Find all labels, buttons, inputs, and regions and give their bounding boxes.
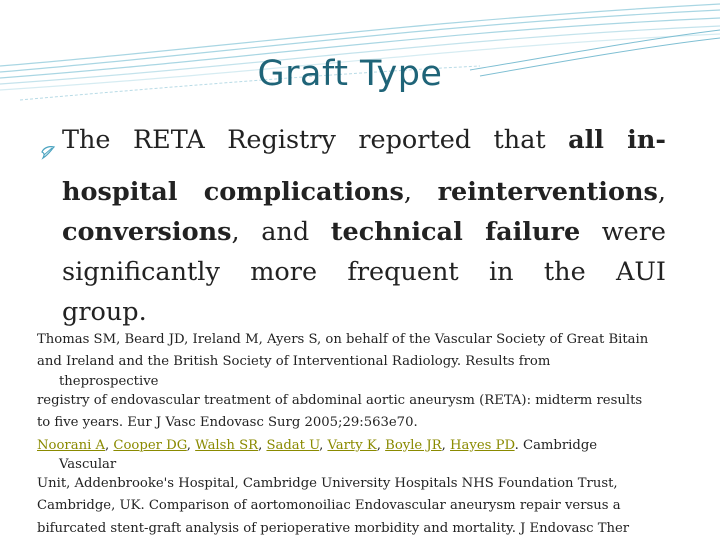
author-sep: , [186, 437, 196, 453]
references [37, 329, 677, 540]
bold-hospital-complications: hospital complications [62, 177, 404, 207]
author-sep: , [319, 437, 328, 453]
ref2-affiliation-start: . Cambridge [514, 437, 598, 453]
bullet-line-3-end: were [580, 217, 666, 247]
ref2-line4: Cambridge, UK. Comparison of aortomonoiliac Endovascular aneurysm repair versus a [37, 498, 621, 514]
ref2-line2: Vascular [59, 457, 117, 473]
author-link[interactable]: Sadat U [266, 437, 320, 453]
bullet-line-3-mid: , and [231, 217, 331, 247]
author-link[interactable]: Varty K [327, 437, 377, 453]
author-sep: , [105, 437, 114, 453]
author-link[interactable]: Boyle JR [385, 437, 442, 453]
ref1-line3: theprospective [59, 373, 159, 389]
ref2-authors-line [37, 435, 677, 457]
author-link[interactable]: Cooper DG [113, 437, 187, 453]
ref2-line5: bifurcated stent-graft analysis of perioperative morbidity and mortality. J Endovasc Ther [37, 520, 630, 536]
ref1-line4: registry of endovascular treatment of abdominal aortic aneurysm (RETA): midterm results [37, 392, 643, 408]
bullet-line-4: significantly more frequent in the AUI [62, 257, 666, 287]
ref1-line2: and Ireland and the British Society of Interventional Radiology. Results from [37, 354, 551, 370]
bold-technical-failure: technical failure [330, 217, 581, 247]
bullet-icon [40, 120, 62, 172]
bullet-line-1 [62, 120, 666, 160]
bullet-line-2-end: , [657, 177, 666, 207]
ref1-line1: Thomas SM, Beard JD, Ireland M, Ayers S, on behalf of the Vascular Society of Great Bitain [37, 332, 649, 347]
author-sep: , [376, 437, 386, 453]
author-link[interactable]: Hayes PD [450, 437, 515, 453]
bold-conversions: conversions [62, 217, 232, 247]
bullet-line-5: group. [62, 297, 147, 327]
slide-title: Graft Type [257, 54, 443, 94]
bullet-line-3 [40, 212, 666, 252]
bullet-line-1-bold: all in- [568, 125, 666, 155]
bullet-line-1-text: The RETA Registry reported that [62, 125, 569, 155]
author-sep: , [441, 437, 451, 453]
author-sep: , [258, 437, 267, 453]
bullet-paragraph [40, 120, 666, 332]
bullet-line-2-sep: , [403, 177, 438, 207]
bullet-first-line [40, 120, 666, 172]
bold-reinterventions: reinterventions [437, 177, 658, 207]
author-link[interactable]: Noorani A [37, 437, 106, 453]
author-link[interactable]: Walsh SR [195, 437, 259, 453]
ref2-line3: Unit, Addenbrooke's Hospital, Cambridge University Hospitals NHS Foundation Trust, [37, 476, 618, 492]
bullet-line-2 [40, 172, 666, 212]
ref1-line5: to five years. Eur J Vasc Endovasc Surg 2005;29:563e70. [37, 415, 418, 431]
